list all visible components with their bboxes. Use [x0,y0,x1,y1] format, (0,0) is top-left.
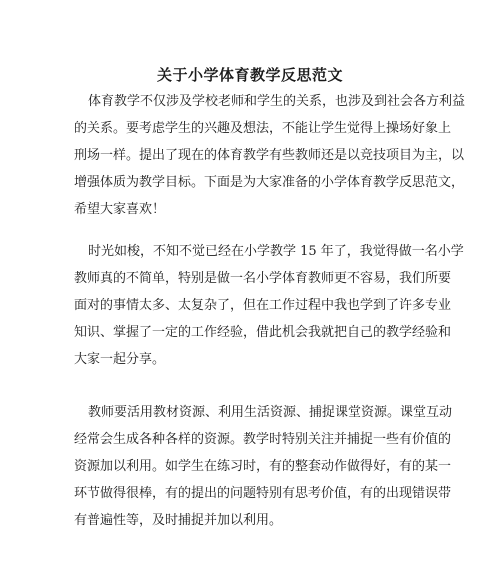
paragraph-line: 时光如梭，不知不觉已经在小学教学 15 年了，我觉得做一名小学 [88,244,464,259]
paragraph-line: 体育教学不仅涉及学校老师和学生的关系，也涉及到社会各方利益 [88,94,466,109]
paragraph-line: 的关系。要考虑学生的兴趣及想法，不能让学生觉得上操场好象上 [74,121,452,136]
paragraph-3 [74,399,453,534]
paragraph-line: 教师真的不简单，特别是做一名小学体育教师更不容易，我们所要 [74,271,452,286]
paragraph-line: 面对的事情太多、太复杂了，但在工作过程中我也学到了许多专业 [74,298,452,313]
paragraph-line: 环节做得很棒，有的提出的问题特别有思考价值，有的出现错误带 [74,486,452,501]
paragraph-2 [74,238,464,373]
paragraph-line: 教师要活用教材资源、利用生活资源、捕捉课堂资源。课堂互动 [88,405,453,420]
document-title: 关于小学体育教学反思范文 [156,66,343,84]
paragraph-line: 知识、掌握了一定的工作经验，借此机会我就把自己的教学经验和 [74,325,452,340]
paragraph-line: 刑场一样。提出了现在的体育教学有些教师还是以竞技项目为主，以 [74,148,465,163]
paragraph-line: 有普遍性等，及时捕捉并加以利用。 [74,513,283,528]
paragraph-line: 大家一起分享。 [74,352,166,367]
paragraph-1 [74,88,466,223]
paragraph-line: 希望大家喜欢！ [74,202,166,217]
paragraph-line: 经常会生成各种各样的资源。教学时特别关注并捕捉一些有价值的 [74,432,452,447]
paragraph-line: 资源加以利用。如学生在练习时，有的整套动作做得好，有的某一 [74,459,452,474]
paragraph-line: 增强体质为教学目标。下面是为大家准备的小学体育教学反思范文， [74,175,465,190]
